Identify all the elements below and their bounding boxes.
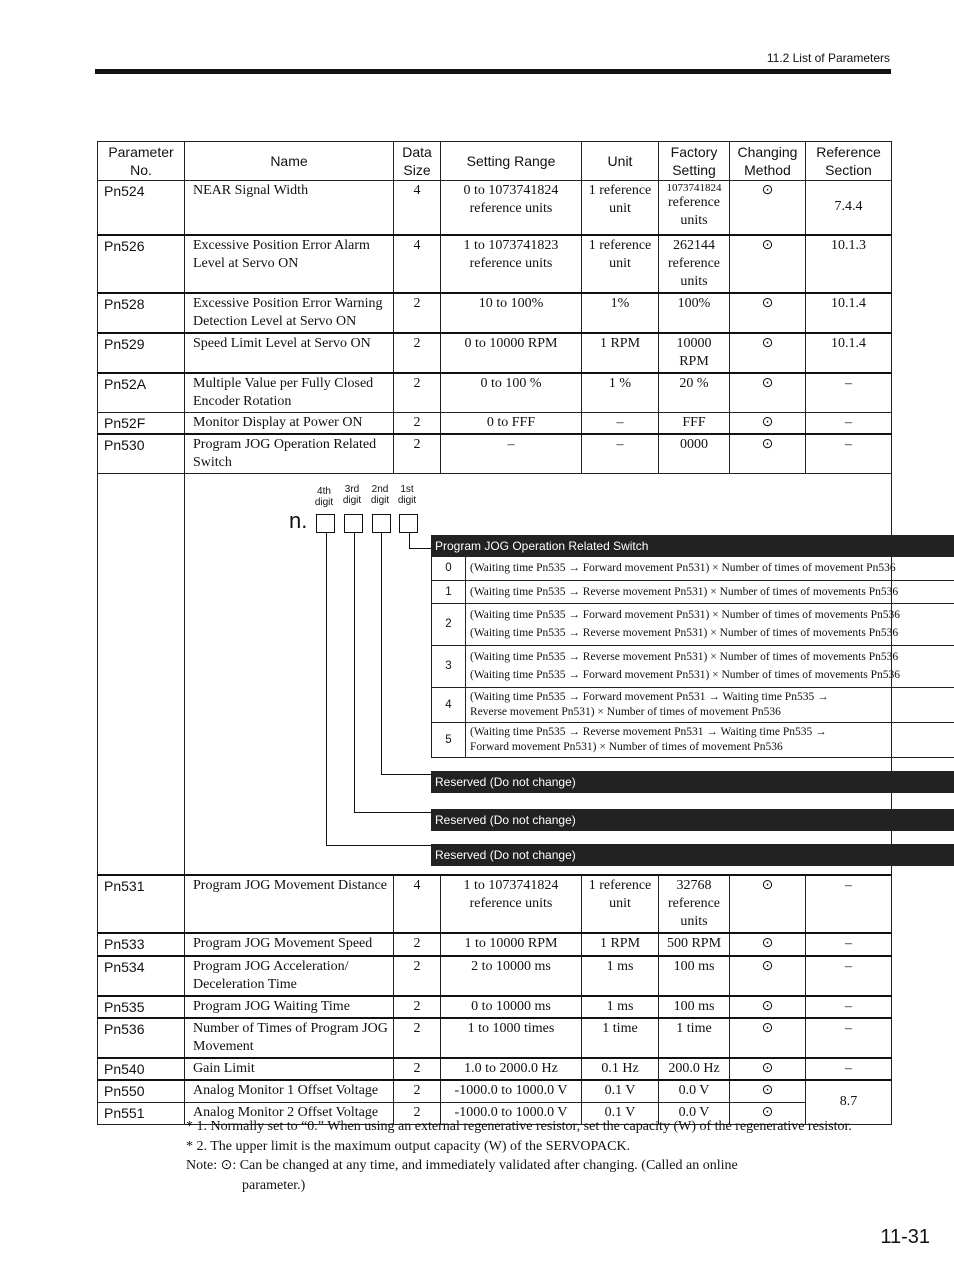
param-name: Analog Monitor 1 Offset Voltage (185, 1080, 394, 1102)
diagram-row (98, 474, 892, 876)
reference-section: 10.1.4 (806, 333, 892, 373)
setting-range: – (441, 434, 582, 474)
setting-description-line: (Waiting time Pn535 → Reverse movement Pn531 → Waiting time Pn535 → (470, 726, 827, 738)
reference-section: – (806, 956, 892, 996)
param-name: Program JOG Movement Distance (185, 875, 394, 933)
digit-box-3rd (344, 514, 363, 533)
data-size: 2 (394, 333, 441, 373)
setting-range: 0 to 1073741824 reference units (441, 181, 582, 235)
factory-setting: 500 RPM (659, 933, 730, 956)
data-size: 4 (394, 181, 441, 235)
data-size: 2 (394, 1058, 441, 1080)
connector-3rd (354, 532, 355, 813)
setting-code: 5 (432, 723, 466, 758)
reference-section: 10.1.4 (806, 293, 892, 333)
setting-range: 1 to 1000 times (441, 1018, 582, 1058)
connector-4th (326, 845, 431, 846)
setting-range: 1 to 10000 RPM (441, 933, 582, 956)
setting-description (466, 604, 954, 646)
parameter-table (97, 141, 901, 1125)
table-row (98, 333, 892, 373)
footnotes (186, 1117, 906, 1195)
reference-section: – (806, 412, 892, 434)
note-continued: parameter.) (242, 1177, 306, 1193)
digit-box-1st (399, 514, 418, 533)
online-change-icon: ⊙ (730, 996, 806, 1018)
param-no: Pn52A (98, 373, 185, 413)
param-no: Pn533 (98, 933, 185, 956)
param-name: Multiple Value per Fully Closed Encoder Rotation (185, 373, 394, 413)
online-change-icon: ⊙ (730, 1018, 806, 1058)
reference-section: 10.1.3 (806, 235, 892, 293)
param-name: NEAR Signal Width (185, 181, 394, 235)
setting-description (466, 723, 954, 758)
setting-description-line: (Waiting time Pn535 → Forward movement Pn531) × Number of times of movements Pn536 (470, 609, 901, 621)
header-rule (95, 69, 891, 74)
data-size: 4 (394, 235, 441, 293)
factory-setting: 100 ms (659, 996, 730, 1018)
table-row (98, 996, 892, 1018)
col-header: Name (185, 142, 394, 181)
setting-range: 0 to 100 % (441, 373, 582, 413)
reference-section: – (806, 996, 892, 1018)
data-size: 2 (394, 996, 441, 1018)
param-no: Pn531 (98, 875, 185, 933)
col-header: Setting Range (441, 142, 582, 181)
factory-setting: 1 time (659, 1018, 730, 1058)
factory-setting-value: 1073741824 (666, 182, 722, 194)
setting-code: 2 (432, 604, 466, 646)
table-row (98, 875, 892, 933)
setting-range: 1.0 to 2000.0 Hz (441, 1058, 582, 1080)
data-size: 2 (394, 293, 441, 333)
unit: 1 RPM (582, 333, 659, 373)
setting-range: -1000.0 to 1000.0 V (441, 1080, 582, 1102)
param-no: Pn524 (98, 181, 185, 235)
data-size: 2 (394, 1080, 441, 1102)
factory-setting: 100 ms (659, 956, 730, 996)
data-size: 2 (394, 1102, 441, 1124)
online-change-icon: ⊙ (730, 933, 806, 956)
setting-range: 1 to 1073741823 reference units (441, 235, 582, 293)
param-name: Speed Limit Level at Servo ON (185, 333, 394, 373)
param-no: Pn528 (98, 293, 185, 333)
unit: 1 ms (582, 956, 659, 996)
factory-setting: 0.0 V (659, 1080, 730, 1102)
unit: 0.1 Hz (582, 1058, 659, 1080)
switch-setting-row (432, 557, 954, 581)
param-name: Analog Monitor 2 Offset Voltage (185, 1102, 394, 1124)
param-no: Pn526 (98, 235, 185, 293)
factory-setting (659, 181, 730, 235)
param-name: Gain Limit (185, 1058, 394, 1080)
col-header: Data Size (394, 142, 441, 181)
online-change-icon: ⊙ (730, 1102, 806, 1124)
param-name: Excessive Position Error Warning Detection Level at Servo ON (185, 293, 394, 333)
table-row (98, 412, 892, 434)
setting-description (466, 557, 954, 581)
data-size: 2 (394, 373, 441, 413)
table-row (98, 434, 892, 474)
online-change-icon: ⊙ (730, 956, 806, 996)
reference-section: – (806, 933, 892, 956)
param-name: Program JOG Acceleration/ Deceleration Time (185, 956, 394, 996)
online-change-icon: ⊙ (730, 373, 806, 413)
param-no: Pn536 (98, 1018, 185, 1058)
prefix-n: n. (289, 508, 308, 533)
table-row (98, 181, 892, 235)
digit-label-3rd: 3rd digit (342, 484, 362, 506)
param-no: Pn551 (98, 1102, 185, 1124)
setting-description-line: (Waiting time Pn535 → Forward movement Pn531 → Waiting time Pn535 → (470, 691, 829, 703)
page-number: 11-31 (880, 1226, 930, 1248)
switch-setting-row (432, 581, 954, 604)
param-name: Monitor Display at Power ON (185, 412, 394, 434)
setting-description-line: (Waiting time Pn535 → Reverse movement Pn531) × Number of times of movements Pn536 (470, 651, 899, 663)
online-change-icon: ⊙ (730, 333, 806, 373)
factory-setting: 200.0 Hz (659, 1058, 730, 1080)
online-change-icon: ⊙ (730, 434, 806, 474)
reference-section: 8.7 (806, 1080, 892, 1124)
factory-setting: 100% (659, 293, 730, 333)
switch-settings-table (431, 556, 954, 758)
table-row (98, 373, 892, 413)
unit: – (582, 412, 659, 434)
footnote: * 2. The upper limit is the maximum output capacity (W) of the SERVOPACK. (186, 1138, 631, 1154)
factory-setting-unit: reference units (667, 195, 721, 228)
factory-setting: 32768 reference units (659, 875, 730, 933)
param-name: Number of Times of Program JOG Movement (185, 1018, 394, 1058)
connector-4th (326, 532, 327, 846)
switch-title-bar: Program JOG Operation Related Switch (431, 535, 954, 557)
unit: 1 ms (582, 996, 659, 1018)
setting-range: 10 to 100% (441, 293, 582, 333)
param-no: Pn540 (98, 1058, 185, 1080)
switch-setting-row (432, 723, 954, 758)
table-row (98, 1018, 892, 1058)
factory-setting: 262144 reference units (659, 235, 730, 293)
reserved-bar-2nd: Reserved (Do not change) (431, 771, 954, 793)
param-no: Pn550 (98, 1080, 185, 1102)
setting-description-line: (Waiting time Pn535 → Reverse movement Pn531) × Number of times of movements Pn536 (470, 627, 899, 639)
reserved-bar-3rd: Reserved (Do not change) (431, 809, 954, 831)
param-no: Pn534 (98, 956, 185, 996)
unit: 0.1 V (582, 1102, 659, 1124)
setting-description-line: (Waiting time Pn535 → Forward movement Pn531) × Number of times of movement Pn536 (470, 562, 896, 574)
col-header: Parameter No. (98, 142, 185, 181)
setting-description (466, 646, 954, 688)
setting-description (466, 688, 954, 723)
connector-1st (409, 548, 431, 549)
reference-section: – (806, 1018, 892, 1058)
digit-label-1st: 1st digit (397, 484, 417, 506)
reference-section: 7.4.4 (806, 181, 892, 235)
online-change-icon: ⊙ (730, 293, 806, 333)
param-name: Excessive Position Error Alarm Level at Servo ON (185, 235, 394, 293)
setting-code: 3 (432, 646, 466, 688)
table-row (98, 1080, 892, 1102)
table-row (98, 235, 892, 293)
factory-setting: 20 % (659, 373, 730, 413)
online-change-icon: ⊙ (730, 1080, 806, 1102)
switch-setting-row (432, 604, 954, 646)
setting-code: 4 (432, 688, 466, 723)
reserved-bar-4th: Reserved (Do not change) (431, 844, 954, 866)
unit: 1 % (582, 373, 659, 413)
online-change-icon: ⊙ (730, 235, 806, 293)
reference-section: – (806, 875, 892, 933)
connector-3rd (354, 812, 431, 813)
online-change-icon: ⊙ (730, 181, 806, 235)
table-row (98, 933, 892, 956)
reference-section: – (806, 373, 892, 413)
digit-label-4th: 4th digit (314, 486, 334, 508)
connector-1st (409, 532, 410, 549)
param-no: Pn52F (98, 412, 185, 434)
col-header: Unit (582, 142, 659, 181)
online-change-icon: ⊙ (730, 412, 806, 434)
setting-code: 1 (432, 581, 466, 604)
unit: 1 reference unit (582, 181, 659, 235)
param-name: Program JOG Waiting Time (185, 996, 394, 1018)
setting-description-line: Forward movement Pn531) × Number of times of movement Pn536 (470, 741, 783, 753)
reference-section: – (806, 1058, 892, 1080)
unit: 1% (582, 293, 659, 333)
data-size: 2 (394, 933, 441, 956)
running-header: 11.2 List of Parameters (766, 51, 890, 65)
reference-section: – (806, 434, 892, 474)
data-size: 4 (394, 875, 441, 933)
param-no: Pn535 (98, 996, 185, 1018)
digit-box-2nd (372, 514, 391, 533)
table-row (98, 956, 892, 996)
setting-range: 2 to 10000 ms (441, 956, 582, 996)
setting-description (466, 581, 954, 604)
digit-label-2nd: 2nd digit (370, 484, 390, 506)
data-size: 2 (394, 434, 441, 474)
factory-setting: 0.0 V (659, 1102, 730, 1124)
data-size: 2 (394, 412, 441, 434)
switch-setting-row (432, 688, 954, 723)
setting-range: 0 to FFF (441, 412, 582, 434)
connector-2nd (381, 532, 382, 775)
setting-code: 0 (432, 557, 466, 581)
setting-description-line: Reverse movement Pn531) × Number of times of movement Pn536 (470, 706, 781, 718)
unit: 1 reference unit (582, 235, 659, 293)
table-row (98, 293, 892, 333)
param-no: Pn530 (98, 434, 185, 474)
factory-setting: 0000 (659, 434, 730, 474)
digit-box-4th (316, 514, 335, 533)
setting-description-line: (Waiting time Pn535 → Forward movement Pn531) × Number of times of movements Pn536 (470, 669, 901, 681)
unit: 0.1 V (582, 1080, 659, 1102)
data-size: 2 (394, 1018, 441, 1058)
table-row (98, 1058, 892, 1080)
col-header: Changing Method (730, 142, 806, 181)
setting-range: -1000.0 to 1000.0 V (441, 1102, 582, 1124)
switch-diagram (185, 474, 901, 876)
note: Note: ⊙: Can be changed at any time, and immediately validated after changing. (Called an online (186, 1158, 738, 1173)
unit: 1 reference unit (582, 875, 659, 933)
unit: 1 time (582, 1018, 659, 1058)
switch-setting-row (432, 646, 954, 688)
factory-setting: 10000 RPM (659, 333, 730, 373)
data-size: 2 (394, 956, 441, 996)
setting-range: 0 to 10000 ms (441, 996, 582, 1018)
col-header: Factory Setting (659, 142, 730, 181)
setting-range: 0 to 10000 RPM (441, 333, 582, 373)
online-change-icon: ⊙ (730, 875, 806, 933)
unit: – (582, 434, 659, 474)
setting-range: 1 to 1073741824 reference units (441, 875, 582, 933)
footnote: * 1. Normally set to “0.” When using an external regenerative resistor, set the capacity (W) of the regenerative resistor. (186, 1119, 852, 1134)
col-header: Reference Section (806, 142, 892, 181)
online-change-icon: ⊙ (730, 1058, 806, 1080)
connector-2nd (381, 774, 431, 775)
setting-description-line: (Waiting time Pn535 → Reverse movement Pn531) × Number of times of movements Pn536 (470, 585, 899, 598)
factory-setting: FFF (659, 412, 730, 434)
param-name: Program JOG Operation Related Switch (185, 434, 394, 474)
param-name: Program JOG Movement Speed (185, 933, 394, 956)
unit: 1 RPM (582, 933, 659, 956)
param-no: Pn529 (98, 333, 185, 373)
